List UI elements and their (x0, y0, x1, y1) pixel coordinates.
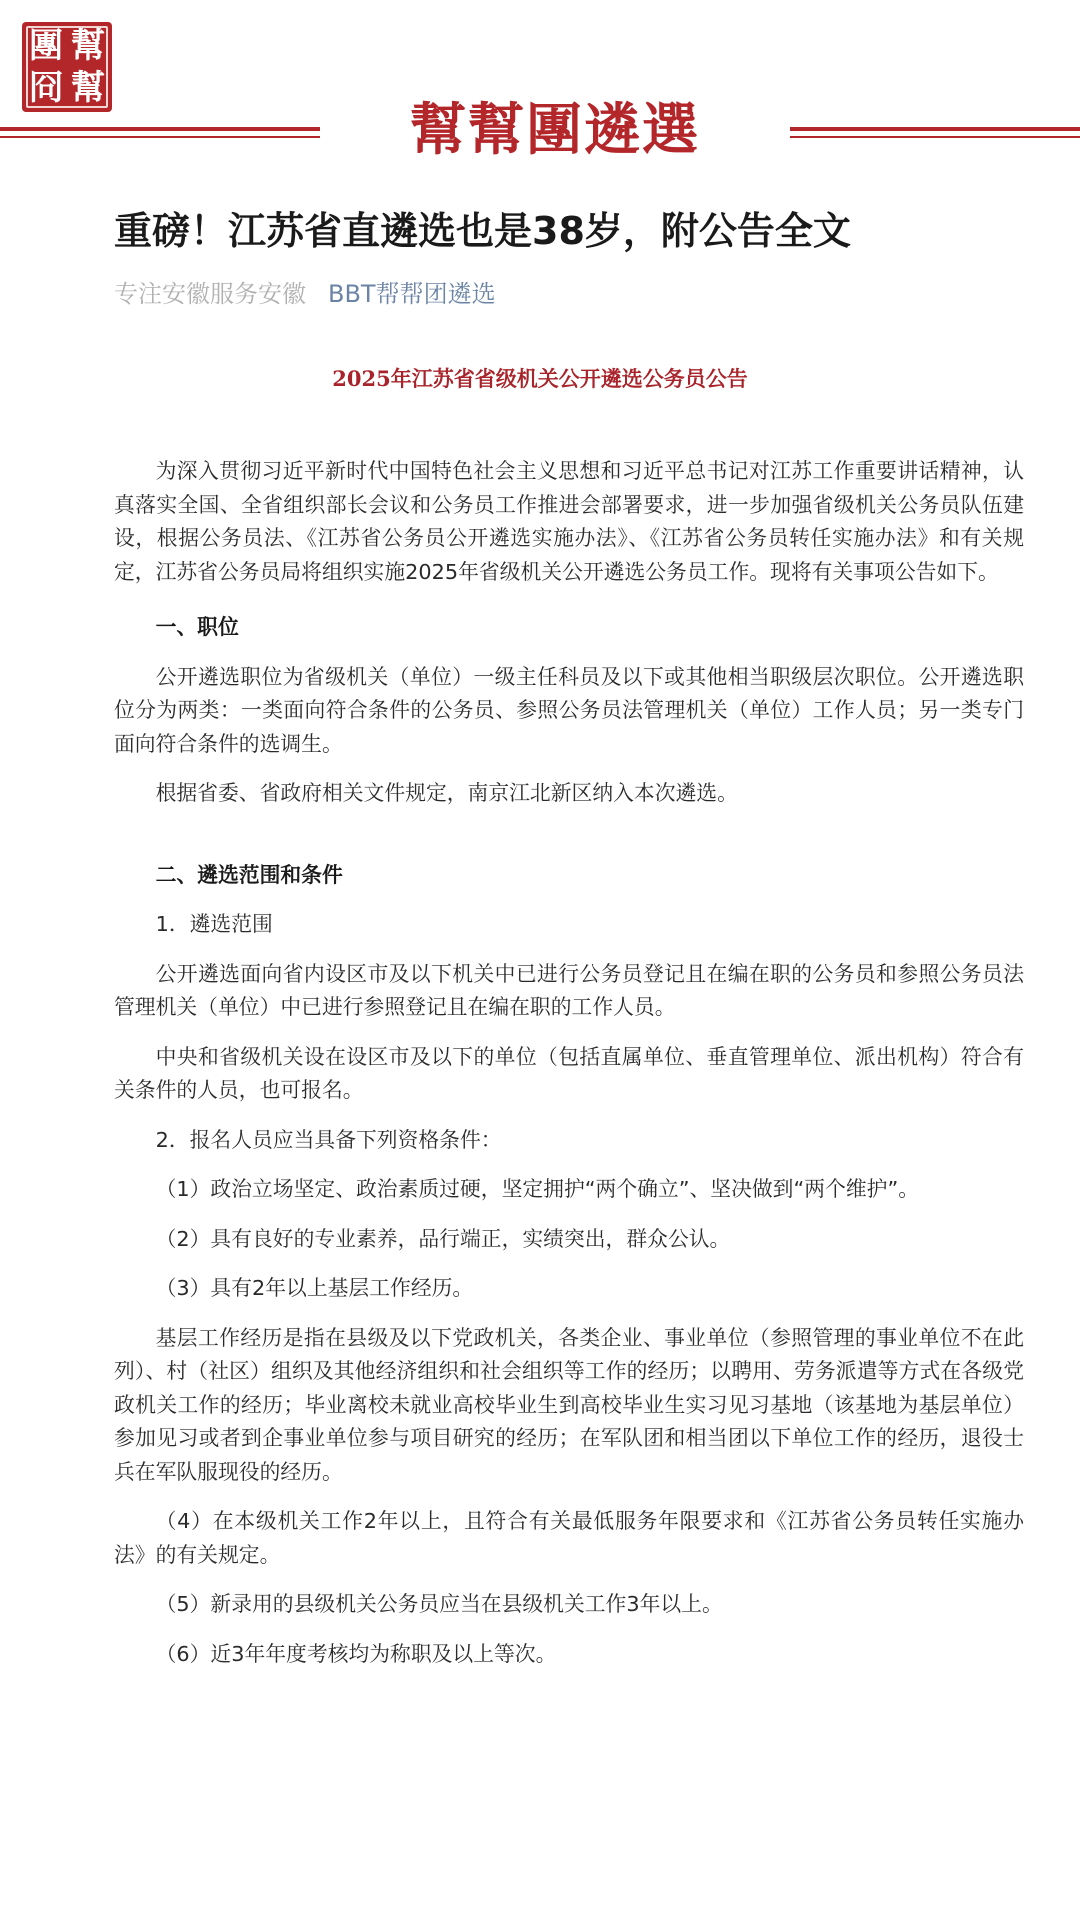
condition-item: （3）具有2年以上基层工作经历。 (155, 1276, 474, 1300)
condition-note: 基层工作经历是指在县级及以下党政机关，各类企业、事业单位（参照管理的事业单位不在此列）、村（社区）组织及其他经济组织和社会组织等工作的经历；以聘用、劳务派遣等方式在各级党政机关工作的经历；毕业离校未就业高校毕业生到高校毕业生实习见习基地（该基地为基层单位）参加见习或者到企事业单位参与项目研究的经历；在军队团和相当团以下单位工作的经历，退役士兵在军队服现役的经历。 (114, 1325, 1024, 1484)
seal-char: 幫 (71, 26, 105, 66)
brand-seal-logo (22, 22, 112, 112)
article-headline: 重磅！江苏省直遴选也是38岁，附公告全文 (114, 209, 851, 253)
notice-title: 2025年江苏省省级机关公开遴选公务员公告 (332, 366, 748, 391)
brand-title: 幫幫團遴選 (320, 95, 790, 165)
body-paragraph: 公开遴选职位为省级机关（单位）一级主任科员及以下或其他相当职级层次职位。公开遴选职位分为两类：一类面向符合条件的公务员、参照公务员法管理机关（单位）工作人员；另一类专门面向符合条件的选调生。 (114, 664, 1024, 756)
seal-char: 團 (29, 26, 63, 66)
notice-body (114, 455, 1024, 1671)
condition-item: （6）近3年年度考核均为称职及以上等次。 (155, 1641, 557, 1666)
condition-item: （2）具有良好的专业素养，品行端正，实绩突出，群众公认。 (155, 1226, 731, 1251)
intro-paragraph: 为深入贯彻习近平新时代中国特色社会主义思想和习近平总书记对江苏工作重要讲话精神，认真落实全国、全省组织部长会议和公务员工作推进会部署要求，进一步加强省级机关公务员队伍建设，根据公务员法、《江苏省公务员公开遴选实施办法》、《江苏省公务员转任实施办法》和有关规定，江苏省公务员局将组织实施2025年省级机关公开遴选公务员工作。现将有关事项公告如下。 (114, 459, 1024, 584)
condition-item: （5）新录用的县级机关公务员应当在县级机关工作3年以上。 (155, 1592, 723, 1616)
condition-item: （1）政治立场坚定、政治素质过硬，坚定拥护“两个确立”、坚决做到“两个维护”。 (155, 1177, 920, 1201)
body-paragraph: 中央和省级机关设在设区市及以下的单位（包括直属单位、垂直管理单位、派出机构）符合有关条件的人员，也可报名。 (114, 1044, 1024, 1102)
condition-item: （4）在本级机关工作2年以上，且符合有关最低服务年限要求和《江苏省公务员转任实施办法》的有关规定。 (114, 1509, 1024, 1567)
section-heading: 二、遴选范围和条件 (155, 862, 343, 887)
body-paragraph: 公开遴选面向省内设区市及以下机关中已进行公务员登记且在编在职的公务员和参照公务员法管理机关（单位）中已进行参照登记且在编在职的工作人员。 (114, 961, 1024, 1019)
account-name-link[interactable]: BBT帮帮团遴选 (328, 280, 496, 308)
subsection-title: 1．遴选范围 (155, 912, 273, 936)
seal-char: 冏 (29, 68, 63, 108)
subsection-title: 2．报名人员应当具备下列资格条件： (155, 1127, 502, 1152)
seal-char: 幫 (71, 68, 105, 108)
article-tagline: 专注安徽服务安徽 (114, 280, 306, 308)
article-byline (114, 276, 1014, 312)
section-heading: 一、职位 (155, 615, 239, 639)
body-paragraph: 根据省委、省政府相关文件规定，南京江北新区纳入本次遴选。 (155, 781, 738, 805)
brand-banner (0, 0, 1080, 175)
